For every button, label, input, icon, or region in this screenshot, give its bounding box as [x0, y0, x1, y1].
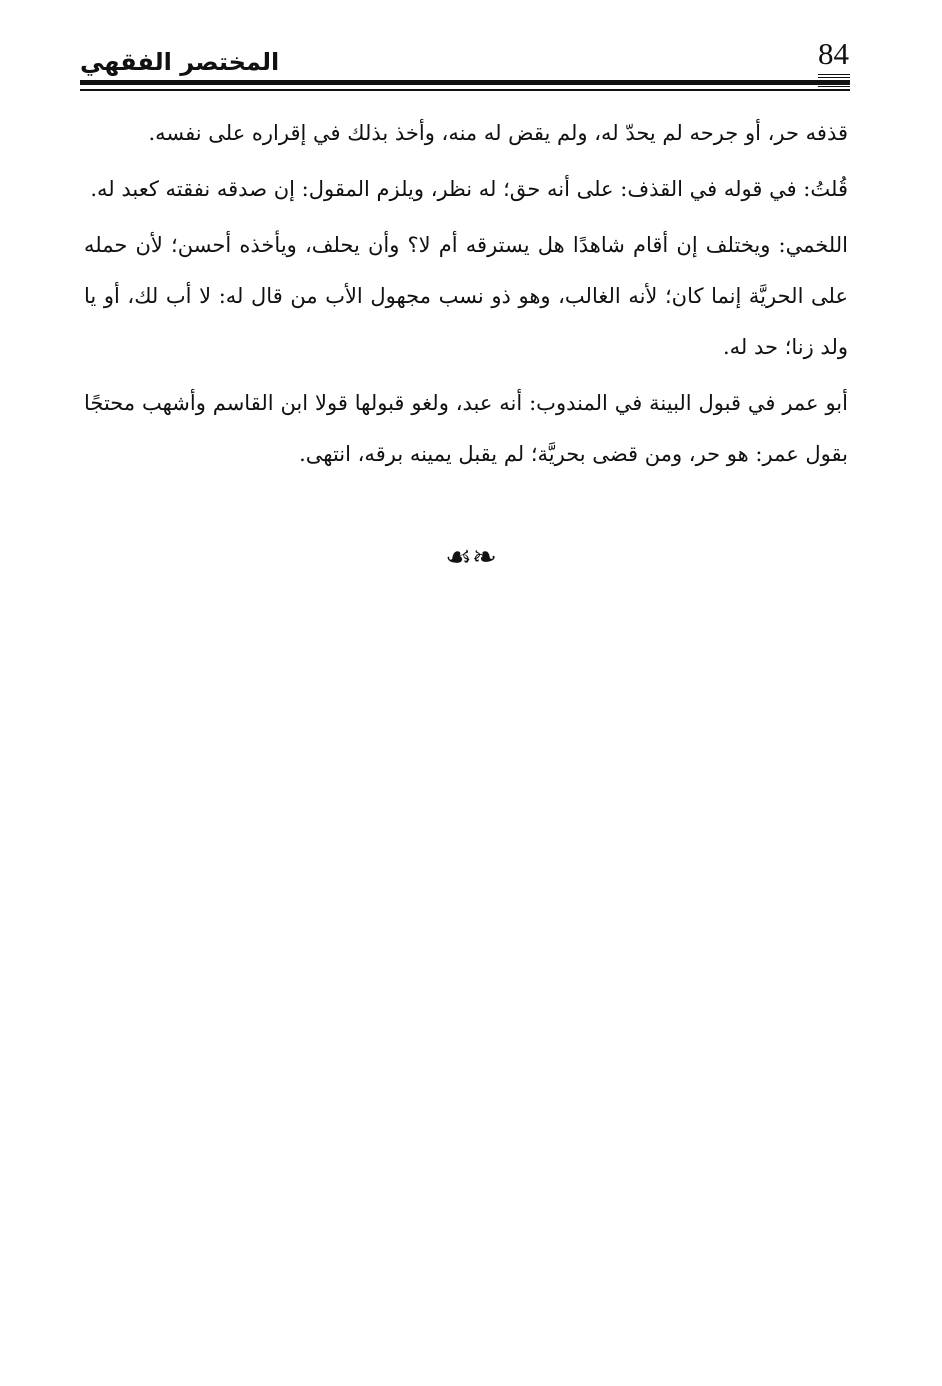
paragraph-4: أبو عمر في قبول البينة في المندوب: أنه عبد، ولغو قبولها قولا ابن القاسم وأشهب محتجًا بقول عمر: هو حر، ومن قضى بحريَّة؛ لم يقبل يمينه برقه، انتهى. — [84, 391, 848, 466]
header-rule-thin — [80, 89, 850, 91]
page-header — [80, 28, 850, 98]
section-end-ornament: ☙❧ — [444, 540, 498, 575]
paragraph-3: اللخمي: ويختلف إن أقام شاهدًا هل يسترقه أم لا؟ وأن يحلف، ويأخذه أحسن؛ لأن حمله على الحريَّة إنما كان؛ لأنه الغالب، وهو ذو نسب مجهول الأب من قال له: لا أب لك، أو يا ولد زنا؛ حد له. — [84, 233, 848, 359]
paragraph-2: قُلتُ: في قوله في القذف: على أنه حق؛ له نظر، ويلزم المقول: إن صدقه نفقته كعبد له. — [90, 177, 848, 201]
header-rule-thick — [80, 80, 850, 85]
header-rule-ornament — [818, 74, 850, 92]
page-number: 84 — [818, 36, 849, 71]
page-body — [84, 108, 848, 485]
running-title: المختصر الفقهي — [80, 48, 280, 76]
paragraph-1: قذفه حر، أو جرحه لم يحدّ له، ولم يقض له منه، وأخذ بذلك في إقراره على نفسه. — [148, 121, 848, 145]
